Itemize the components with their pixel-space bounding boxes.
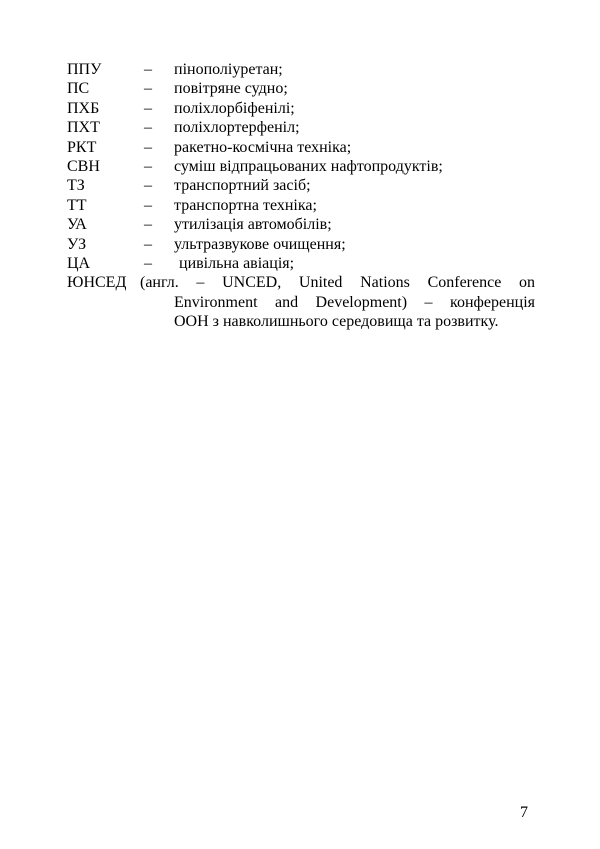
abbreviation-row (67, 118, 535, 137)
abbreviation-row (67, 176, 535, 195)
abbreviation-definition: поліхлортерфеніл; (174, 119, 300, 137)
abbreviation-row (67, 215, 535, 234)
abbreviation-term: РКТ (67, 138, 97, 156)
abbreviation-term: ТТ (67, 196, 87, 214)
abbreviation-definition: транспортний засіб; (174, 177, 311, 195)
abbreviation-definition: утилізація автомобілів; (174, 216, 332, 234)
abbreviation-row (67, 196, 535, 215)
abbreviation-dash: – (144, 80, 152, 98)
abbreviation-term: ЮНСЕД (67, 274, 127, 292)
abbreviation-row (67, 79, 535, 98)
abbreviation-dash: – (144, 216, 152, 234)
abbreviation-row (67, 157, 535, 176)
abbreviation-term: УЗ (67, 235, 87, 253)
abbreviation-row (67, 60, 535, 79)
abbreviation-dash: – (144, 157, 152, 175)
abbreviation-row-multiline (67, 273, 535, 331)
abbreviation-dash: – (144, 254, 152, 272)
abbreviation-term: ПХБ (67, 99, 100, 117)
abbreviation-definition: цивільна авіація; (179, 254, 295, 272)
definition-line: Environment and Development) – конференція (174, 293, 535, 311)
abbreviation-dash: – (144, 235, 152, 253)
abbreviation-dash: – (144, 119, 152, 137)
abbreviation-term: УА (67, 216, 87, 234)
abbreviation-dash: – (144, 196, 152, 214)
abbreviation-term: ЦА (67, 254, 91, 272)
abbreviation-definition: ракетно-космічна техніка; (174, 138, 352, 156)
abbreviation-term: ППУ (67, 61, 102, 78)
abbreviation-row (67, 99, 535, 118)
abbreviation-row (67, 235, 535, 254)
abbreviation-definition-block (140, 273, 535, 331)
abbreviation-dash: – (144, 99, 152, 117)
abbreviation-term: ПС (67, 80, 90, 98)
abbreviation-row (67, 138, 535, 157)
abbreviation-term: СВН (67, 157, 100, 175)
abbreviation-definition: поліхлорбіфенілі; (174, 99, 295, 117)
abbreviation-dash: – (144, 138, 152, 156)
definition-line: ООН з навколишнього середовища та розвитку. (174, 313, 499, 331)
abbreviation-term: ПХТ (67, 119, 100, 137)
abbreviation-definition: транспортна техніка; (174, 196, 317, 214)
abbreviation-definition: суміш відпрацьованих нафтопродуктів; (174, 157, 443, 175)
abbreviation-row (67, 254, 535, 273)
abbreviation-dash: – (144, 177, 152, 195)
definition-line: (англ. – UNCED, United Nations Conference on (140, 274, 535, 292)
abbreviation-list (67, 60, 535, 332)
abbreviation-definition: пінополіуретан; (174, 61, 283, 78)
abbreviation-term: ТЗ (67, 177, 85, 195)
abbreviation-definition: ультразвукове очищення; (174, 235, 346, 253)
abbreviation-definition: повітряне судно; (174, 80, 288, 98)
abbreviation-dash: – (144, 61, 152, 78)
page-number: 7 (520, 804, 528, 821)
